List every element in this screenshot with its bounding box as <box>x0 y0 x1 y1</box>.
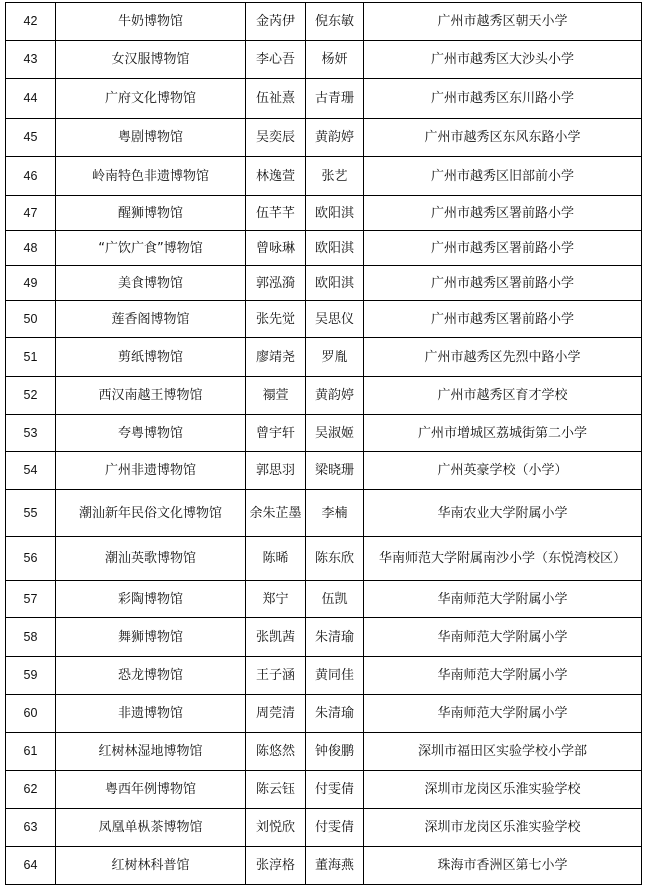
school-name-cell: 广州市越秀区先烈中路小学 <box>364 338 642 377</box>
school-name-cell: 华南师范大学附属南沙小学（东悦湾校区） <box>364 537 642 581</box>
row-number: 50 <box>6 301 56 338</box>
teacher-name-cell: 黄同佳 <box>306 657 364 695</box>
museum-name-cell: 恐龙博物馆 <box>56 657 246 695</box>
row-number: 57 <box>6 581 56 618</box>
row-number: 48 <box>6 231 56 266</box>
row-number: 53 <box>6 415 56 452</box>
school-name-cell: 广州市越秀区署前路小学 <box>364 301 642 338</box>
teacher-name-cell: 吴淑姬 <box>306 415 364 452</box>
teacher-name-cell: 欧阳淇 <box>306 266 364 301</box>
museum-name-cell: 凤凰单枞茶博物馆 <box>56 809 246 847</box>
table-row <box>6 231 642 266</box>
student-name-cell: 金芮伊 <box>246 3 306 41</box>
museum-name-cell: 醒狮博物馆 <box>56 196 246 231</box>
table-row <box>6 157 642 196</box>
teacher-name-cell: 梁晓珊 <box>306 452 364 490</box>
school-name-cell: 广州市越秀区署前路小学 <box>364 231 642 266</box>
student-name-cell: 郭思羽 <box>246 452 306 490</box>
teacher-name-cell: 欧阳淇 <box>306 231 364 266</box>
museum-name-cell: 彩陶博物馆 <box>56 581 246 618</box>
school-name-cell: 广州英豪学校（小学） <box>364 452 642 490</box>
school-name-cell: 广州市越秀区旧部前小学 <box>364 157 642 196</box>
teacher-name-cell: 朱清瑜 <box>306 695 364 733</box>
student-name-cell: 张淳格 <box>246 847 306 885</box>
school-name-cell: 华南师范大学附属小学 <box>364 657 642 695</box>
teacher-name-cell: 倪东敏 <box>306 3 364 41</box>
teacher-name-cell: 付雯倩 <box>306 771 364 809</box>
table-row <box>6 415 642 452</box>
table-row <box>6 3 642 41</box>
school-name-cell: 珠海市香洲区第七小学 <box>364 847 642 885</box>
teacher-name-cell: 罗胤 <box>306 338 364 377</box>
school-name-cell: 深圳市福田区实验学校小学部 <box>364 733 642 771</box>
teacher-name-cell: 付雯倩 <box>306 809 364 847</box>
student-name-cell: 廖靖尧 <box>246 338 306 377</box>
student-name-cell: 王子涵 <box>246 657 306 695</box>
row-number: 44 <box>6 79 56 119</box>
table-row <box>6 452 642 490</box>
museum-name-cell: “广饮广食”博物馆 <box>56 231 246 266</box>
student-name-cell: 余朱芷墨 <box>246 490 306 537</box>
student-name-cell: 周莞清 <box>246 695 306 733</box>
row-number: 54 <box>6 452 56 490</box>
school-name-cell: 深圳市龙岗区乐淮实验学校 <box>364 771 642 809</box>
museum-name-cell: 莲香阁博物馆 <box>56 301 246 338</box>
row-number: 58 <box>6 618 56 657</box>
student-name-cell: 张先觉 <box>246 301 306 338</box>
table-row <box>6 41 642 79</box>
school-name-cell: 华南农业大学附属小学 <box>364 490 642 537</box>
student-name-cell: 刘悦欣 <box>246 809 306 847</box>
museum-name-cell: 红树林科普馆 <box>56 847 246 885</box>
table-row <box>6 119 642 157</box>
school-name-cell: 华南师范大学附属小学 <box>364 618 642 657</box>
museum-name-cell: 广府文化博物馆 <box>56 79 246 119</box>
student-name-cell: 陈云钰 <box>246 771 306 809</box>
teacher-name-cell: 欧阳淇 <box>306 196 364 231</box>
student-name-cell: 伍芊芊 <box>246 196 306 231</box>
table-row <box>6 196 642 231</box>
teacher-name-cell: 杨妍 <box>306 41 364 79</box>
row-number: 43 <box>6 41 56 79</box>
school-name-cell: 广州市越秀区署前路小学 <box>364 196 642 231</box>
student-name-cell: 伍祉熹 <box>246 79 306 119</box>
school-name-cell: 深圳市龙岗区乐淮实验学校 <box>364 809 642 847</box>
teacher-name-cell: 黄韵婷 <box>306 119 364 157</box>
row-number: 45 <box>6 119 56 157</box>
student-name-cell: 曾宇轩 <box>246 415 306 452</box>
row-number: 59 <box>6 657 56 695</box>
table-row <box>6 79 642 119</box>
student-name-cell: 郭泓漪 <box>246 266 306 301</box>
table-row <box>6 771 642 809</box>
table-row <box>6 733 642 771</box>
student-name-cell: 曾咏琳 <box>246 231 306 266</box>
museum-name-cell: 岭南特色非遗博物馆 <box>56 157 246 196</box>
museum-name-cell: 西汉南越王博物馆 <box>56 377 246 415</box>
student-name-cell: 郑宁 <box>246 581 306 618</box>
school-name-cell: 华南师范大学附属小学 <box>364 695 642 733</box>
student-name-cell: 吴奕辰 <box>246 119 306 157</box>
teacher-name-cell: 古青珊 <box>306 79 364 119</box>
teacher-name-cell: 陈东欣 <box>306 537 364 581</box>
row-number: 64 <box>6 847 56 885</box>
school-name-cell: 广州市越秀区育才学校 <box>364 377 642 415</box>
school-name-cell: 广州市越秀区大沙头小学 <box>364 41 642 79</box>
teacher-name-cell: 朱清瑜 <box>306 618 364 657</box>
museum-name-cell: 非遗博物馆 <box>56 695 246 733</box>
row-number: 61 <box>6 733 56 771</box>
museum-list-table <box>5 2 642 885</box>
table-row <box>6 657 642 695</box>
teacher-name-cell: 吴思仪 <box>306 301 364 338</box>
museum-name-cell: 潮汕英歌博物馆 <box>56 537 246 581</box>
row-number: 49 <box>6 266 56 301</box>
table-row <box>6 266 642 301</box>
teacher-name-cell: 李楠 <box>306 490 364 537</box>
table-row <box>6 581 642 618</box>
museum-name-cell: 夸粤博物馆 <box>56 415 246 452</box>
row-number: 42 <box>6 3 56 41</box>
table-row <box>6 847 642 885</box>
table-row <box>6 537 642 581</box>
museum-name-cell: 剪纸博物馆 <box>56 338 246 377</box>
row-number: 56 <box>6 537 56 581</box>
school-name-cell: 广州市越秀区署前路小学 <box>364 266 642 301</box>
student-name-cell: 林逸萱 <box>246 157 306 196</box>
museum-name-cell: 牛奶博物馆 <box>56 3 246 41</box>
row-number: 52 <box>6 377 56 415</box>
school-name-cell: 广州市越秀区东川路小学 <box>364 79 642 119</box>
table-row <box>6 301 642 338</box>
student-name-cell: 陈悠然 <box>246 733 306 771</box>
museum-name-cell: 美食博物馆 <box>56 266 246 301</box>
table-row <box>6 695 642 733</box>
teacher-name-cell: 董海燕 <box>306 847 364 885</box>
table-row <box>6 338 642 377</box>
table-body <box>6 3 642 885</box>
table-row <box>6 809 642 847</box>
row-number: 55 <box>6 490 56 537</box>
table-row <box>6 490 642 537</box>
student-name-cell: 李心吾 <box>246 41 306 79</box>
row-number: 62 <box>6 771 56 809</box>
row-number: 47 <box>6 196 56 231</box>
row-number: 51 <box>6 338 56 377</box>
museum-name-cell: 粤剧博物馆 <box>56 119 246 157</box>
row-number: 46 <box>6 157 56 196</box>
museum-name-cell: 红树林湿地博物馆 <box>56 733 246 771</box>
teacher-name-cell: 张艺 <box>306 157 364 196</box>
school-name-cell: 华南师范大学附属小学 <box>364 581 642 618</box>
table-row <box>6 618 642 657</box>
teacher-name-cell: 黄韵婷 <box>306 377 364 415</box>
teacher-name-cell: 钟俊鹏 <box>306 733 364 771</box>
table-row <box>6 377 642 415</box>
student-name-cell: 陈晞 <box>246 537 306 581</box>
museum-name-cell: 女汉服博物馆 <box>56 41 246 79</box>
museum-name-cell: 粤西年例博物馆 <box>56 771 246 809</box>
museum-name-cell: 舞狮博物馆 <box>56 618 246 657</box>
museum-name-cell: 广州非遗博物馆 <box>56 452 246 490</box>
school-name-cell: 广州市越秀区朝天小学 <box>364 3 642 41</box>
row-number: 60 <box>6 695 56 733</box>
row-number: 63 <box>6 809 56 847</box>
school-name-cell: 广州市越秀区东风东路小学 <box>364 119 642 157</box>
student-name-cell: 禤萱 <box>246 377 306 415</box>
school-name-cell: 广州市增城区荔城街第二小学 <box>364 415 642 452</box>
museum-name-cell: 潮汕新年民俗文化博物馆 <box>56 490 246 537</box>
teacher-name-cell: 伍凯 <box>306 581 364 618</box>
student-name-cell: 张凯茜 <box>246 618 306 657</box>
